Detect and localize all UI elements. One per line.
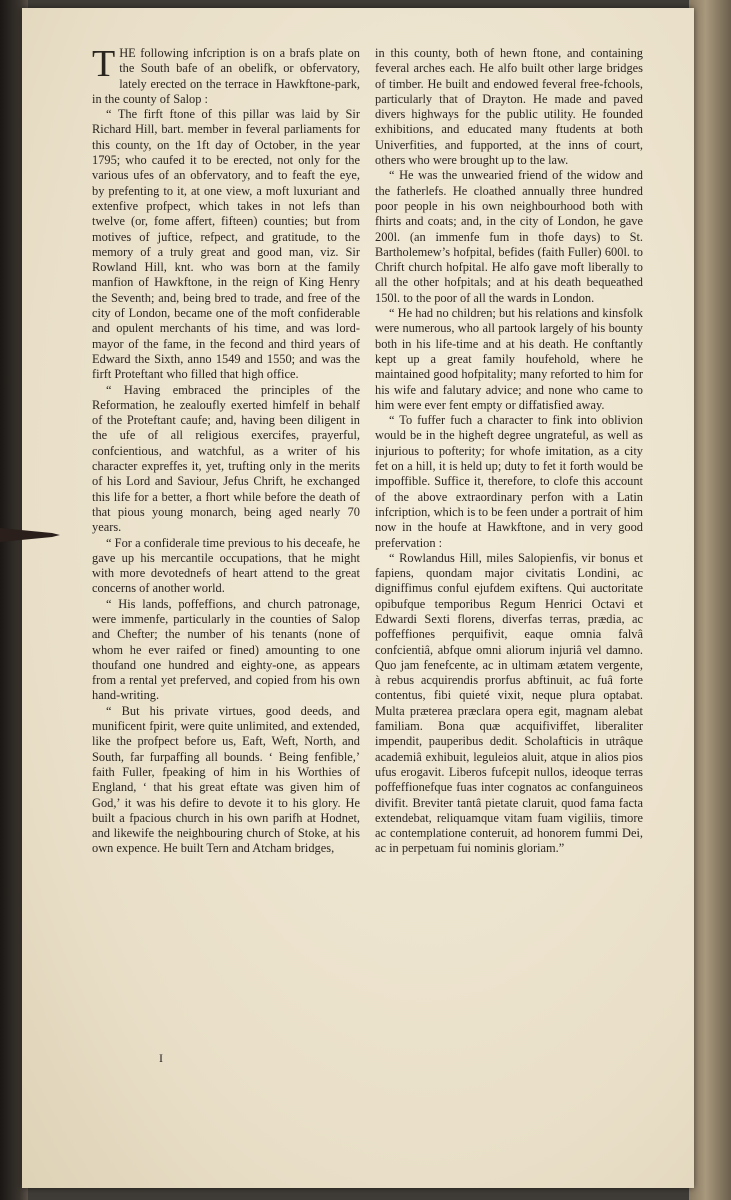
paragraph: “ Having embraced the principles of the Reformation, he zealoufly exerted himfelf in behalf of the Proteftant caufe; and, having been diligent in the ufe of all religious exercifes, prayerful, confcientious, and watchful, as a writer of his character expreffes it, yet, trufting only in the merits of his Lord and Saviour, Jefus Chrift, he exchanged this life for a better, a fhort while before the death of that pious young monarch, being aged nearly 70 years.: [92, 382, 360, 535]
paragraph: “ He had no children; but his relations and kinsfolk were numerous, who all partook largely of his bounty both in his life-time and at his death. He conftantly kept up a great family houfehold, where he maintained good hofpitality; many reforted to him for his wife and falutary advice; and none who came to him were ever fent empty or diffatisfied away.: [375, 306, 643, 412]
paragraph: “ His lands, poffeffions, and church patronage, were immenfe, particularly in the counties of Salop and Chefter; the number of his tenants (none of whom he ever raifed or fined) amounting to one thoufand one hundred and eighty-one, as appears from a rental yet preferved, and copied from his own hand-writing.: [92, 596, 360, 703]
opening-lead: HE following infcription is on a: [119, 46, 286, 60]
paragraph: “ To fuffer fuch a character to fink into oblivion would be in the higheft degree ungrateful, as well as injurious to pofterity; for whofe imitation, as a city fet on a hill, it is held up; duty to fet it forth would be impoffible. Suffice it, therefore, to clofe this account of the above extraordinary perfon with a Latin infcription, which is to be feen under a portrait of him now in the houfe at Hawkftone, and in very good prefervation :: [375, 413, 643, 550]
right-column: [375, 46, 643, 857]
drop-cap: T: [92, 43, 116, 85]
opening-paragraph: [92, 43, 360, 107]
page-edge-stack: [689, 0, 731, 1200]
document-page: [22, 8, 694, 1188]
opening-rest: brafs plate on the South bafe of an obelifk, or obfervatory, lately erected on the terrace in Hawkftone-park, in the county of Salop :: [92, 46, 360, 106]
paragraph: “ He was the unwearied friend of the widow and the fatherlefs. He cloathed annually three hundred poor people in his own neighbourhood both with fhirts and coats; and, in the city of London, he gave 200l. (an immenfe fum in thofe days) to St. Bartholemew’s hofpital, befides (faith Fuller) 600l. to Chrift church hofpital. He alfo gave moft liberally to all the other hofpitals; and at his death bequeathed 150l. to the poor of all the wards in London.: [375, 168, 643, 305]
latin-inscription-paragraph: “ Rowlandus Hill, miles Salopienfis, vir bonus et fapiens, quondam major civitatis Londini, ac digniffimus conful ejufdem exiftens. Qui auctoritate opibufque temporibus Regum Henrici Octavi et Edwardi Sexti florens, diverfas terras, prædia, ac poffeffiones perquifivit, eaque omnia falvâ confcientiâ, abfque omni aliorum injuriâ vel damno. Quo jam fenefcente, ac in ultimam ætatem vergente, à rebus acquirendis prorfus abftinuit, ac fuâ forte contentus, fibi quieté vixit, neque plura optabat. Multa præterea præclara opera egit, magnam alebat familiam. Bona quæ acquifiviffet, liberaliter impendit, pauperibus dedit. Scholafticis in utrâque academiâ exhibuit, leguleios aluit, atque in alios pios ufus erogavit. Liberos fufcepit nullos, ideoque terras poffeffionefque fuas inter cognatos ac confanguineos divifit. Breviter tantâ pietate claruit, quod fama facta extendebat, reliquamque vitam fuam vigiliis, timore ac contemplatione conteruit, ad honorem fummi Dei, ac in perpetuam fui nominis gloriam.”: [375, 550, 643, 856]
paragraph: “ The firft ftone of this pillar was laid by Sir Richard Hill, bart. member in feveral parliaments for this county, on the 1ft day of October, in the year 1795; who caufed it to be erected, not only for the various ufes of an obfervatory, and to feaft the eye, by prefenting to it, at one view, a moft luxuriant and extenfive profpect, which takes in not lefs than twelve (or, fome affert, fifteen) counties; but from motives of juftice, refpect, and gratitude, to the memory of a truly great and good man, viz. Sir Rowland Hill, knt. who was born at the family manfion of Hawkftone, in the reign of King Henry the Seventh; and, being bred to trade, and free of the city of London, became one of the moft confiderable and opulent merchants of his time, and was lord-mayor of the fame, in the fecond and third years of Edward the Sixth, anno 1549 and 1550; and was the firft Proteftant who filled that high office.: [92, 107, 360, 382]
paragraph: “ For a confiderale time previous to his deceafe, he gave up his mercantile occupations, that he might with more devotednefs of heart attend to the great concerns of another world.: [92, 535, 360, 596]
left-column: [92, 43, 360, 857]
page-marker-icon: [0, 520, 60, 550]
paragraph: “ But his private virtues, good deeds, and munificent fpirit, were quite unlimited, and extended, like the profpect before us, Eaft, Weft, North, and South, far furpaffing all bounds. ‘ Being fenfible,’ faith Fuller, fpeaking of him in his Worthies of England, ‘ that his great eftate was given him of God,’ it was his defire to devote it to his glory. He built a fpacious church in his own parifh at Hodnet, and likewife the neighbouring church of Stoke, at his own expence. He built Tern and Atcham bridges,: [92, 703, 360, 856]
signature-mark: I: [159, 1051, 163, 1065]
paragraph-continuation: in this county, both of hewn ftone, and containing feveral arches each. He alfo built other large bridges of timber. He built and endowed feveral free-fchools, particularly that of Drayton. He made and paved divers highways for the public utility. He founded exhibitions, and educated many ftudents at both Univerfities, and fupported, at the inns of court, others who were brought up to the law.: [375, 46, 643, 168]
